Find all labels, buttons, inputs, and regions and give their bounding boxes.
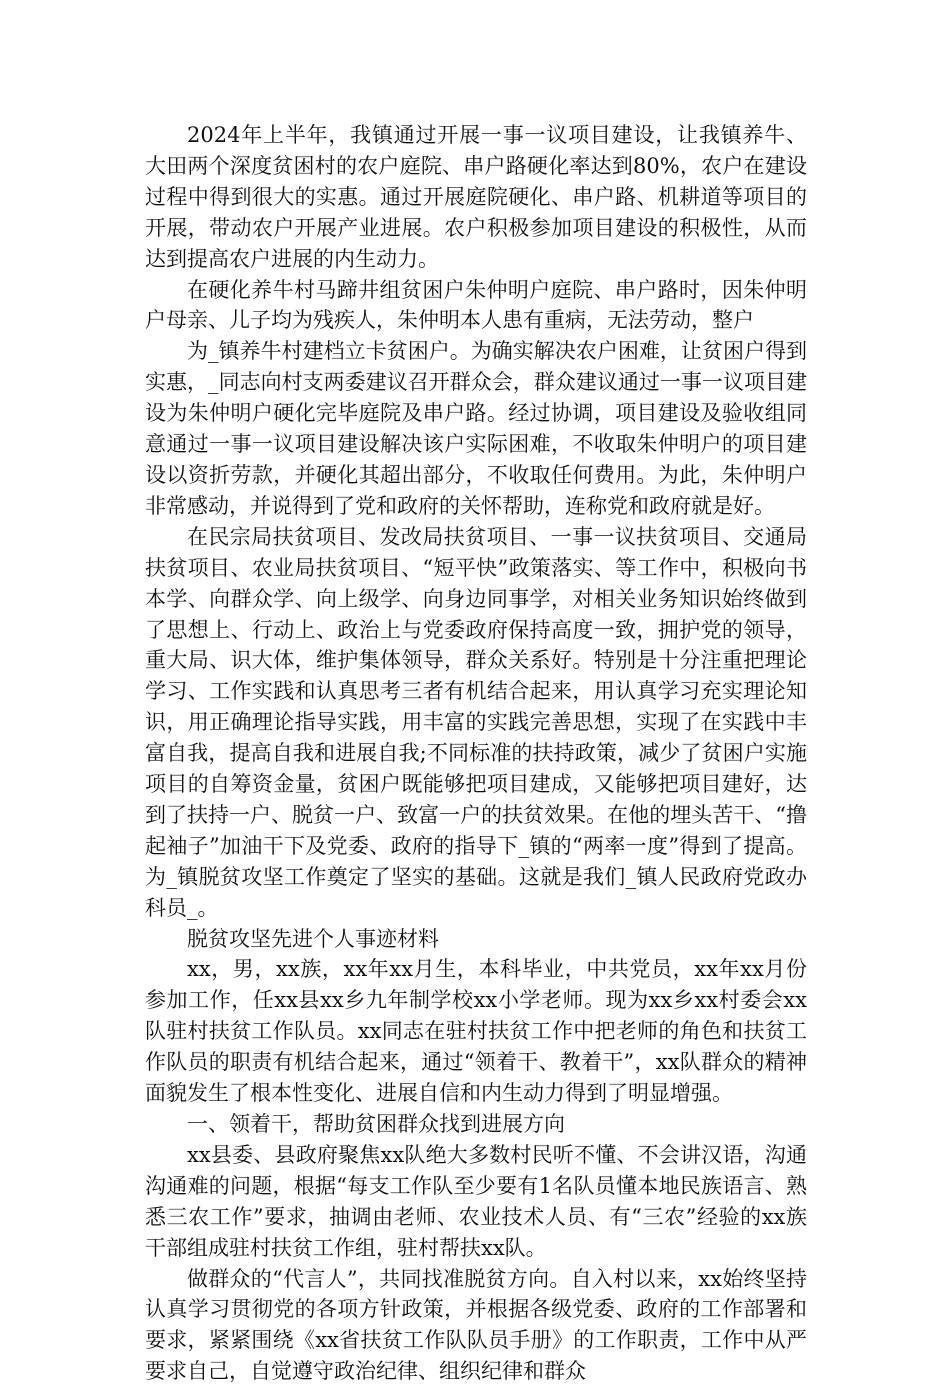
paragraph: xx，男，xx族，xx年xx月生，本科毕业，中共党员，xx年xx月份参加工作，任xx县xx乡九年制学校xx小学老师。现为xx乡xx村委会xx队驻村扶贫工作队员。xx同志在驻村扶贫工作中把老师的角色和扶贫工作队员的职责有机结合起来，通过“领着干、教着干”，xx队群众的精神面貌发生了根本性变化、进展自信和内生动力得到了明显增强。: [145, 957, 807, 1106]
paragraph: 为_镇养牛村建档立卡贫困户。为确实解决农户困难，让贫困户得到实惠，_同志向村支两委建议召开群众会，群众建议通过一事一议项目建设为朱仲明户硬化完毕庭院及串户路。经过协调，项目建设及验收组同意通过一事一议项目建设解决该户实际困难，不收取朱仲明户的项目建设以资折劳款，并硬化其超出部分，不收取任何费用。为此，朱仲明户非常感动，并说得到了党和政府的关怀帮助，连称党和政府就是好。: [145, 339, 807, 518]
paragraph: xx县委、县政府聚焦xx队绝大多数村民听不懂、不会讲汉语，沟通沟通难的问题，根据“每支工作队至少要有1名队员懂本地民族语言、熟悉三农工作”要求，抽调由老师、农业技术人员、有“三农”经验的xx族干部组成驻村扶贫工作组，驻村帮扶xx队。: [145, 1142, 807, 1260]
paragraph: 在民宗局扶贫项目、发改局扶贫项目、一事一议扶贫项目、交通局扶贫项目、农业局扶贫项目、“短平快”政策落实、等工作中，积极向书本学、向群众学、向上级学、向身边同事学，对相关业务知识始终做到了思想上、行动上、政治上与党委政府保持高度一致，拥护党的领导，重大局、识大体，维护集体领导，群众关系好。特别是十分注重把理论学习、工作实践和认真思考三者有机结合起来，用认真学习充实理论知识，用正确理论指导实践，用丰富的实践完善思想，实现了在实践中丰富自我，提高自我和进展自我;不同标准的扶持政策，减少了贫困户实施项目的自筹资金量，贫困户既能够把项目建成，又能够把项目建好，达到了扶持一户、脱贫一户、致富一户的扶贫效果。在他的埋头苦干、“撸起袖子”加油干下及党委、政府的指导下_镇的“两率一度”得到了提高。为_镇脱贫攻坚工作奠定了坚实的基础。这就是我们_镇人民政府党政办科员_。: [145, 524, 807, 920]
paragraph: 2024年上半年，我镇通过开展一事一议项目建设，让我镇养牛、大田两个深度贫困村的农户庭院、串户路硬化率达到80%，农户在建设过程中得到很大的实惠。通过开展庭院硬化、串户路、机耕道等项目的开展，带动农户开展产业进展。农户积极参加项目建设的积极性，从而达到提高农户进展的内生动力。: [145, 123, 807, 271]
section-heading: 一、领着干，帮助贫困群众找到进展方向: [187, 1112, 565, 1136]
paragraph: 在硬化养牛村马蹄井组贫困户朱仲明户庭院、串户路时，因朱仲明户母亲、儿子均为残疾人，朱仲明本人患有重病，无法劳动，整户: [145, 277, 807, 333]
section-title: 脱贫攻坚先进个人事迹材料: [187, 926, 439, 951]
document-body: [145, 120, 807, 1387]
paragraph: 做群众的“代言人”，共同找准脱贫方向。自入村以来，xx始终坚持认真学习贯彻党的各项方针政策，并根据各级党委、政府的工作部署和要求，紧紧围绕《xx省扶贫工作队队员手册》的工作职责，工作中从严要求自己，自觉遵守政治纪律、组织纪律和群众: [145, 1266, 807, 1384]
